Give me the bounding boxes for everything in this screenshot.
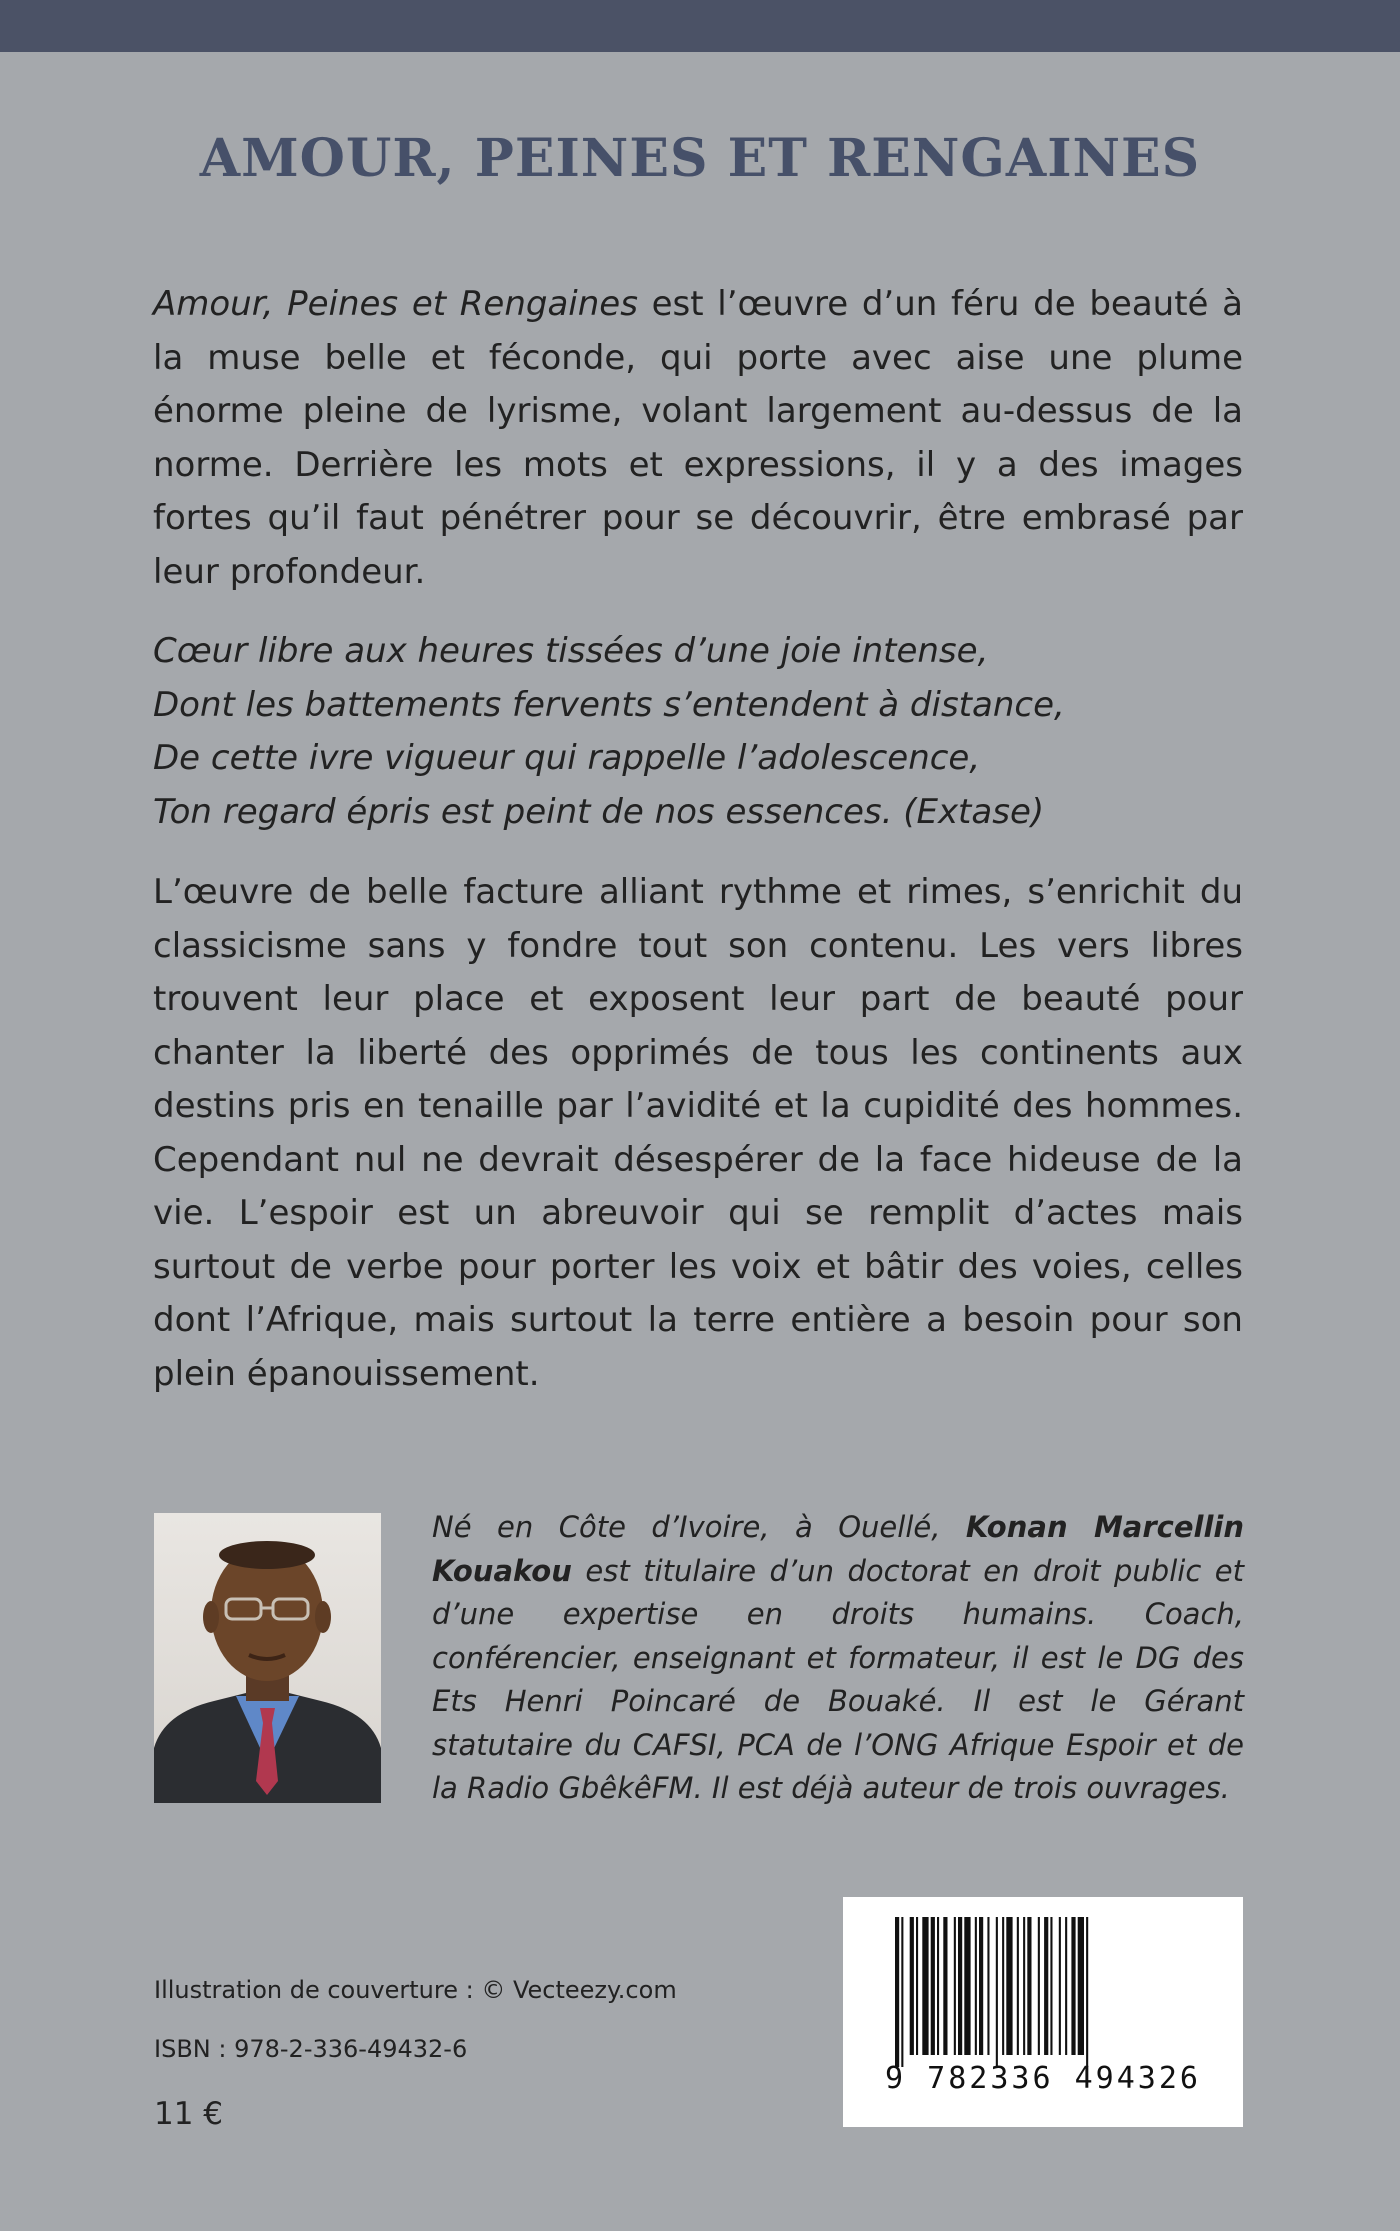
barcode-bar — [1027, 1917, 1031, 2055]
author-portrait-illustration — [154, 1513, 381, 1803]
body-paragraph: L’œuvre de belle facture alliant rythme et rimes, s’enrichit du classicisme sans y fondre tout son contenu. Les vers libres trouvent leur place et exposent leur part de beauté pour chanter la liberté des opprimés de tous les continents aux destins pris en tenaille par l’avidité et la cupidité des hommes. Cependant nul ne devrait désespérer de la face hideuse de la vie. L’espoir est un abreuvoir qui se remplit d’actes mais surtout de verbe pour porter les voix et bâtir des voies, celles dont l’Afrique, mais surtout la terre entière a besoin pour son plein épanouissement. — [153, 872, 1243, 1394]
barcode-bar — [910, 1917, 914, 2055]
verse-line-1: Cœur libre aux heures tissées d’une joie intense, — [153, 631, 989, 671]
barcode-bar — [1071, 1917, 1075, 2055]
book-title: AMOUR, PEINES ET RENGAINES — [199, 128, 1201, 189]
top-band — [0, 0, 1400, 52]
barcode-bar — [979, 1917, 983, 2055]
bio-lead: Né en Côte d’Ivoire, à Ouellé, — [432, 1510, 966, 1544]
barcode — [843, 1897, 1243, 2127]
barcode-bar — [1038, 1917, 1040, 2055]
barcode-bar — [1017, 1917, 1019, 2055]
barcode-bar — [1002, 1917, 1004, 2055]
verse-line-2: Dont les battements fervents s’entendent à distance, — [153, 684, 1065, 725]
barcode-bar — [954, 1917, 956, 2055]
verse-line-3: De cette ivre vigueur qui rappelle l’adolescence, — [153, 738, 981, 778]
price: 11 € — [154, 2096, 224, 2132]
barcode-bar — [1006, 1917, 1012, 2055]
barcode-bar — [922, 1917, 928, 2055]
barcode-bar — [1086, 1917, 1088, 2067]
barcode-digits: 9 782336 494326 — [885, 2061, 1201, 2096]
intro-title-italic: Amour, Peines et Rengaines — [153, 284, 638, 324]
barcode-bar — [943, 1917, 947, 2055]
barcode-bar — [958, 1917, 962, 2055]
bio-text: est titulaire d’un doctorat en droit public et d’une expertise en droits humains. Coach, conférencier, enseignant et formateur, il est le DG des Ets Henri Poincaré de Bouaké. Il est le Gérant statutaire du CAFSI, PCA de l’ONG Afrique Espoir et de la Radio GbêkêFM. Il est déjà auteur de trois ouvrages. — [432, 1553, 1244, 1805]
barcode-bar — [1059, 1917, 1061, 2055]
author-bio — [432, 1506, 1244, 1811]
verse-line-4: Ton regard épris est peint de nos essences. (Extase) — [153, 791, 1045, 832]
barcode-bar — [987, 1917, 989, 2055]
barcode-bar — [975, 1917, 977, 2055]
author-name: Konan Marcellin Kouakou — [432, 1510, 1244, 1588]
barcode-bar — [1078, 1917, 1084, 2055]
barcode-bar — [937, 1917, 939, 2055]
barcode-bar — [1023, 1917, 1025, 2055]
barcode-bar — [901, 1917, 903, 2067]
barcode-bar — [996, 1917, 998, 2067]
barcode-bar — [1044, 1917, 1048, 2055]
barcode-bar — [931, 1917, 935, 2055]
isbn: ISBN : 978-2-336-49432-6 — [154, 2035, 468, 2063]
barcode-bars — [843, 1897, 1243, 2072]
author-photo — [154, 1513, 381, 1803]
verse-excerpt — [153, 625, 1243, 839]
barcode-bar — [916, 1917, 918, 2055]
intro-text: est l’œuvre d’un féru de beauté à la muse belle et féconde, qui porte avec aise une plume énorme pleine de lyrisme, volant largement au-dessus de la norme. Derrière les mots et expressions, il y a des images fortes qu’il faut pénétrer pour se découvrir, être embrasé par leur profondeur. — [153, 284, 1243, 592]
barcode-bar — [1065, 1917, 1067, 2055]
barcode-bar — [1050, 1917, 1052, 2055]
intro-paragraph — [153, 278, 1243, 599]
cover-credit: Illustration de couverture : © Vecteezy.com — [154, 1976, 677, 2004]
barcode-bar — [895, 1917, 899, 2067]
barcode-bar — [964, 1917, 970, 2055]
